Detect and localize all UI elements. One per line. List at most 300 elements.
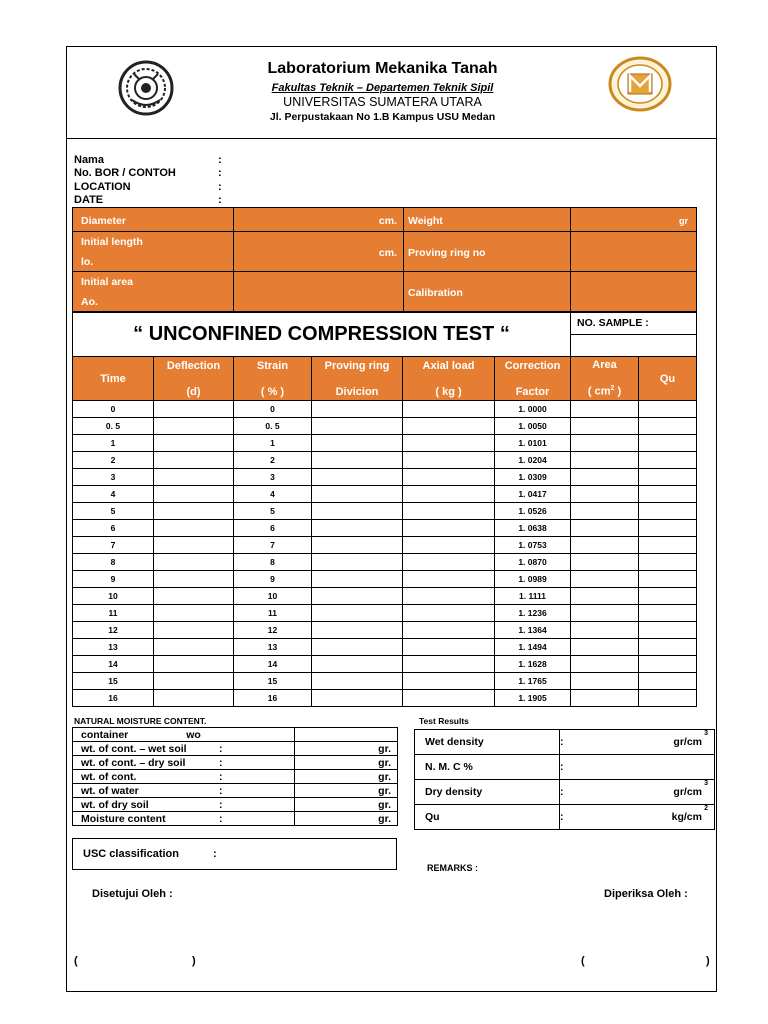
result-item-colon: : (560, 761, 564, 773)
nama-colon: : (218, 154, 222, 166)
deflection-unit-label: (d) (186, 385, 201, 398)
area-cell[interactable] (571, 435, 639, 452)
proving-ring-cell[interactable] (312, 503, 403, 520)
result-row (415, 780, 715, 805)
deflection-cell[interactable] (154, 588, 234, 605)
correction-factor-cell: 1. 1765 (495, 673, 571, 690)
axial-load-cell[interactable] (403, 656, 495, 673)
result-item-unit: kg/cm (671, 811, 702, 823)
area-cell[interactable] (571, 486, 639, 503)
lab-title: Laboratorium Mekanika Tanah (267, 60, 498, 77)
time-cell: 0. 5 (73, 418, 154, 435)
area-cell[interactable] (571, 673, 639, 690)
qu-cell[interactable] (639, 537, 697, 554)
time-cell: 12 (73, 622, 154, 639)
table-row (73, 401, 697, 418)
no-sample-label: NO. SAMPLE : (577, 317, 649, 329)
moisture-rows (73, 742, 398, 826)
area-cell[interactable] (571, 605, 639, 622)
initial-length-cell (73, 232, 234, 272)
usc-label: USC classification (83, 848, 179, 860)
date-label: DATE (74, 194, 104, 206)
correction-factor-cell: 1. 0204 (495, 452, 571, 469)
time-cell: 1 (73, 435, 154, 452)
approved-paren-close: ) (192, 955, 196, 967)
proving-ring-cell[interactable] (312, 673, 403, 690)
deflection-cell[interactable] (154, 554, 234, 571)
table-row (73, 622, 697, 639)
weight-label: Weight (408, 214, 443, 227)
strain-cell: 9 (234, 571, 312, 588)
area-unit-close: ) (614, 385, 622, 398)
axial-load-cell[interactable] (403, 571, 495, 588)
qu-cell[interactable] (639, 690, 697, 707)
correction-factor-cell: 1. 0638 (495, 520, 571, 537)
axial-load-cell[interactable] (403, 486, 495, 503)
time-cell: 5 (73, 503, 154, 520)
table-row (73, 605, 697, 622)
deflection-header (154, 357, 234, 401)
correction-factor-cell: 1. 1628 (495, 656, 571, 673)
strain-cell: 8 (234, 554, 312, 571)
qu-cell[interactable] (639, 656, 697, 673)
test-results-table (414, 729, 715, 830)
axial-load-cell[interactable] (403, 520, 495, 537)
moisture-item-label: wt. of cont. – dry soil (81, 756, 186, 769)
moisture-row (73, 742, 398, 756)
area-unit-sup: 2 (610, 385, 615, 393)
time-header (73, 357, 154, 401)
area-cell[interactable] (571, 622, 639, 639)
qu-cell[interactable] (639, 571, 697, 588)
table-row (73, 503, 697, 520)
proving-ring-cell[interactable] (312, 690, 403, 707)
correction-factor-cell: 1. 0526 (495, 503, 571, 520)
proving-ring-cell[interactable] (312, 435, 403, 452)
area-unit-text: ( cm (587, 385, 611, 398)
proving-ring-cell[interactable] (312, 486, 403, 503)
moisture-item-label: Moisture content (81, 812, 166, 825)
initial-area-label: Initial area (81, 276, 133, 288)
time-cell: 11 (73, 605, 154, 622)
checked-paren-close: ) (706, 955, 710, 967)
time-cell: 8 (73, 554, 154, 571)
axial-load-cell[interactable] (403, 622, 495, 639)
qu-cell[interactable] (639, 673, 697, 690)
qu-cell[interactable] (639, 452, 697, 469)
calibration-cell (404, 272, 571, 312)
proving-ring-cell[interactable] (312, 469, 403, 486)
strain-cell: 5 (234, 503, 312, 520)
moisture-value-cell[interactable] (295, 784, 398, 798)
strain-cell: 13 (234, 639, 312, 656)
weight-unit: gr (679, 215, 688, 226)
moisture-label-cell (73, 770, 295, 784)
test-title-cell (73, 313, 571, 357)
deflection-cell[interactable] (154, 605, 234, 622)
initial-length-value-cell (234, 232, 404, 272)
proving-ring-cell[interactable] (312, 418, 403, 435)
axial-load-cell[interactable] (403, 418, 495, 435)
moisture-item-colon: : (219, 798, 223, 811)
moisture-value-cell[interactable] (295, 756, 398, 770)
moisture-item-colon: : (219, 742, 223, 755)
result-item-label: Dry density (425, 786, 483, 798)
moisture-item-unit: gr. (378, 742, 391, 755)
proving-ring-cell[interactable] (312, 520, 403, 537)
result-item-sup: 3 (704, 780, 708, 787)
deflection-cell[interactable] (154, 418, 234, 435)
approved-by-label: Disetujui Oleh : (92, 888, 173, 900)
table-body (73, 401, 697, 707)
table-row (73, 418, 697, 435)
moisture-value-cell[interactable] (295, 812, 398, 826)
axial-load-unit-label: ( kg ) (435, 385, 462, 398)
proving-ring-no-cell (404, 232, 571, 272)
container-value-cell (295, 728, 398, 742)
no-sample-value-cell (571, 335, 697, 357)
moisture-value-cell[interactable] (295, 770, 398, 784)
strain-header (234, 357, 312, 401)
no-sample-cell (571, 313, 697, 335)
strain-unit-label: ( % ) (260, 385, 285, 398)
result-label-cell (415, 805, 560, 830)
deflection-cell[interactable] (154, 622, 234, 639)
deflection-cell[interactable] (154, 690, 234, 707)
checked-paren-open: ( (581, 955, 585, 967)
proving-ring-cell[interactable] (312, 452, 403, 469)
calibration-value-cell (571, 272, 697, 312)
result-item-sup: 3 (704, 730, 708, 737)
diameter-value-cell (234, 208, 404, 232)
moisture-item-label: wt. of water (81, 784, 139, 797)
moisture-value-cell[interactable] (295, 798, 398, 812)
result-label-cell (415, 780, 560, 805)
strain-cell: 1 (234, 435, 312, 452)
container-label: container (81, 728, 129, 741)
correction-factor-cell: 1. 1905 (495, 690, 571, 707)
area-cell[interactable] (571, 469, 639, 486)
table-row (73, 639, 697, 656)
moisture-item-label: wt. of cont. – wet soil (81, 742, 187, 755)
area-cell[interactable] (571, 452, 639, 469)
area-cell[interactable] (571, 656, 639, 673)
specimen-table (72, 207, 697, 312)
table-row (73, 435, 697, 452)
proving-ring-cell[interactable] (312, 605, 403, 622)
time-cell: 9 (73, 571, 154, 588)
result-value-cell[interactable] (560, 780, 715, 805)
moisture-item-colon: : (219, 756, 223, 769)
moisture-container-row (73, 728, 398, 742)
results-rows (415, 730, 715, 830)
initial-length-unit: cm. (378, 246, 397, 259)
bor-label: No. BOR / CONTOH (74, 167, 176, 179)
time-header-label: Time (100, 372, 126, 385)
qu-cell[interactable] (639, 401, 697, 418)
area-cell[interactable] (571, 520, 639, 537)
area-unit-label (571, 385, 638, 398)
table-row (73, 537, 697, 554)
deflection-cell[interactable] (154, 673, 234, 690)
qu-header-label: Qu (659, 372, 676, 385)
lo-label: lo. (81, 256, 94, 268)
strain-cell: 3 (234, 469, 312, 486)
deflection-header-label: Deflection (166, 359, 221, 372)
area-header-label: Area (592, 359, 617, 372)
axial-load-cell[interactable] (403, 537, 495, 554)
proving-ring-cell[interactable] (312, 401, 403, 418)
proving-ring-cell[interactable] (312, 656, 403, 673)
result-value-cell[interactable] (560, 730, 715, 755)
strain-cell: 16 (234, 690, 312, 707)
qu-cell[interactable] (639, 503, 697, 520)
result-item-colon: : (560, 786, 564, 798)
axial-load-cell[interactable] (403, 673, 495, 690)
axial-load-header-label: Axial load (422, 359, 475, 372)
qu-cell[interactable] (639, 520, 697, 537)
area-cell[interactable] (571, 639, 639, 656)
strain-cell: 6 (234, 520, 312, 537)
deflection-cell[interactable] (154, 639, 234, 656)
moisture-item-unit: gr. (378, 798, 391, 811)
container-cell (73, 728, 295, 742)
table-row (73, 452, 697, 469)
header-divider (66, 138, 717, 139)
result-value-cell[interactable] (560, 755, 715, 780)
qu-cell[interactable] (639, 486, 697, 503)
result-row (415, 805, 715, 830)
moisture-item-colon: : (219, 784, 223, 797)
result-value-cell[interactable] (560, 805, 715, 830)
strain-cell: 12 (234, 622, 312, 639)
strain-cell: 7 (234, 537, 312, 554)
wo-label: wo (186, 728, 201, 741)
location-colon: : (218, 181, 222, 193)
qu-cell[interactable] (639, 418, 697, 435)
area-cell[interactable] (571, 554, 639, 571)
qu-cell[interactable] (639, 588, 697, 605)
table-row (73, 554, 697, 571)
moisture-label-cell (73, 742, 295, 756)
correction-unit-label: Factor (515, 385, 550, 398)
usu-seal-logo (118, 60, 174, 116)
moisture-item-colon: : (219, 812, 223, 825)
moisture-row (73, 756, 398, 770)
initial-area-value-cell (234, 272, 404, 312)
correction-factor-cell: 1. 0050 (495, 418, 571, 435)
result-item-unit: gr/cm (673, 786, 702, 798)
deflection-cell[interactable] (154, 469, 234, 486)
result-row (415, 755, 715, 780)
proving-ring-cell[interactable] (312, 554, 403, 571)
strain-cell: 10 (234, 588, 312, 605)
table-row (73, 486, 697, 503)
qu-cell[interactable] (639, 605, 697, 622)
result-row (415, 730, 715, 755)
strain-cell: 11 (234, 605, 312, 622)
moisture-row (73, 812, 398, 826)
strain-cell: 4 (234, 486, 312, 503)
axial-load-cell[interactable] (403, 401, 495, 418)
checked-by-label: Diperiksa Oleh : (604, 888, 688, 900)
address: Jl. Perpustakaan No 1.B Kampus USU Medan (269, 111, 496, 123)
proving-ring-cell[interactable] (312, 537, 403, 554)
area-cell[interactable] (571, 690, 639, 707)
time-cell: 13 (73, 639, 154, 656)
correction-header (495, 357, 571, 401)
qu-cell[interactable] (639, 622, 697, 639)
strain-cell: 0 (234, 401, 312, 418)
axial-load-cell[interactable] (403, 435, 495, 452)
deflection-cell[interactable] (154, 537, 234, 554)
deflection-cell[interactable] (154, 401, 234, 418)
test-title: “ UNCONFINED COMPRESSION TEST “ (133, 323, 510, 345)
area-cell[interactable] (571, 401, 639, 418)
result-item-colon: : (560, 811, 564, 823)
table-header-row (73, 357, 697, 401)
table-row (73, 469, 697, 486)
deflection-cell[interactable] (154, 452, 234, 469)
correction-factor-cell: 1. 0753 (495, 537, 571, 554)
area-cell[interactable] (571, 588, 639, 605)
nama-label: Nama (74, 154, 104, 166)
deflection-cell[interactable] (154, 520, 234, 537)
result-label-cell (415, 755, 560, 780)
axial-load-cell[interactable] (403, 588, 495, 605)
compression-data-table (72, 356, 697, 707)
axial-load-cell[interactable] (403, 469, 495, 486)
university-name: UNIVERSITAS SUMATERA UTARA (283, 95, 482, 109)
axial-load-cell[interactable] (403, 554, 495, 571)
proving-ring-header-label: Proving ring (324, 359, 390, 372)
usc-colon: : (213, 848, 217, 860)
time-cell: 14 (73, 656, 154, 673)
time-cell: 15 (73, 673, 154, 690)
proving-ring-no-value-cell (571, 232, 697, 272)
table-row (73, 588, 697, 605)
diameter-cell (73, 208, 234, 232)
time-cell: 16 (73, 690, 154, 707)
proving-ring-cell[interactable] (312, 639, 403, 656)
qu-header (639, 357, 697, 401)
moisture-table (72, 727, 398, 826)
axial-load-cell[interactable] (403, 503, 495, 520)
deflection-cell[interactable] (154, 571, 234, 588)
qu-cell[interactable] (639, 435, 697, 452)
proving-ring-header (312, 357, 403, 401)
qu-cell[interactable] (639, 554, 697, 571)
deflection-cell[interactable] (154, 656, 234, 673)
correction-factor-cell: 1. 0000 (495, 401, 571, 418)
correction-factor-cell: 1. 0417 (495, 486, 571, 503)
correction-factor-cell: 1. 1111 (495, 588, 571, 605)
qu-cell[interactable] (639, 469, 697, 486)
result-item-unit: gr/cm (673, 736, 702, 748)
weight-value-cell (571, 208, 697, 232)
correction-factor-cell: 1. 0309 (495, 469, 571, 486)
time-cell: 10 (73, 588, 154, 605)
initial-area-cell (73, 272, 234, 312)
approved-paren-open: ( (74, 955, 78, 967)
area-cell[interactable] (571, 571, 639, 588)
moisture-item-label: wt. of dry soil (81, 798, 149, 811)
area-cell[interactable] (571, 418, 639, 435)
moisture-value-cell[interactable] (295, 742, 398, 756)
calibration-label: Calibration (408, 286, 463, 299)
correction-factor-cell: 1. 0101 (495, 435, 571, 452)
proving-ring-unit-label: Divicion (335, 385, 379, 398)
moisture-item-colon: : (219, 770, 223, 783)
table-row (73, 520, 697, 537)
axial-load-header (403, 357, 495, 401)
time-cell: 6 (73, 520, 154, 537)
result-item-colon: : (560, 736, 564, 748)
strain-cell: 0. 5 (234, 418, 312, 435)
axial-load-cell[interactable] (403, 452, 495, 469)
deflection-cell[interactable] (154, 486, 234, 503)
result-item-label: N. M. C % (425, 761, 473, 773)
proving-ring-cell[interactable] (312, 571, 403, 588)
weight-cell (404, 208, 571, 232)
time-cell: 0 (73, 401, 154, 418)
moisture-item-label: wt. of cont. (81, 770, 137, 783)
strain-header-label: Strain (256, 359, 289, 372)
usc-box (72, 838, 397, 870)
proving-ring-cell[interactable] (312, 588, 403, 605)
time-cell: 4 (73, 486, 154, 503)
moisture-row (73, 784, 398, 798)
axial-load-cell[interactable] (403, 605, 495, 622)
area-cell[interactable] (571, 537, 639, 554)
moisture-label-cell (73, 812, 295, 826)
moisture-label-cell (73, 784, 295, 798)
deflection-cell[interactable] (154, 435, 234, 452)
correction-factor-cell: 1. 1364 (495, 622, 571, 639)
axial-load-cell[interactable] (403, 690, 495, 707)
correction-factor-cell: 1. 0989 (495, 571, 571, 588)
axial-load-cell[interactable] (403, 639, 495, 656)
area-cell[interactable] (571, 503, 639, 520)
qu-cell[interactable] (639, 639, 697, 656)
table-row (73, 571, 697, 588)
table-row (73, 673, 697, 690)
result-item-label: Qu (425, 811, 440, 823)
deflection-cell[interactable] (154, 503, 234, 520)
strain-cell: 15 (234, 673, 312, 690)
moisture-label-cell (73, 756, 295, 770)
strain-cell: 14 (234, 656, 312, 673)
title-table (72, 312, 697, 357)
moisture-item-unit: gr. (378, 770, 391, 783)
table-row (73, 690, 697, 707)
moisture-row (73, 798, 398, 812)
bor-colon: : (218, 167, 222, 179)
faculty-logo (608, 56, 672, 112)
remarks-label: REMARKS : (427, 863, 478, 873)
strain-cell: 2 (234, 452, 312, 469)
table-row (73, 656, 697, 673)
moisture-item-unit: gr. (378, 784, 391, 797)
diameter-unit: cm. (378, 214, 397, 227)
moisture-label-cell (73, 798, 295, 812)
moisture-title: NATURAL MOISTURE CONTENT. (74, 716, 207, 726)
location-label: LOCATION (74, 181, 131, 193)
proving-ring-cell[interactable] (312, 622, 403, 639)
result-label-cell (415, 730, 560, 755)
proving-ring-no-label: Proving ring no (408, 246, 486, 259)
result-item-label: Wet density (425, 736, 484, 748)
